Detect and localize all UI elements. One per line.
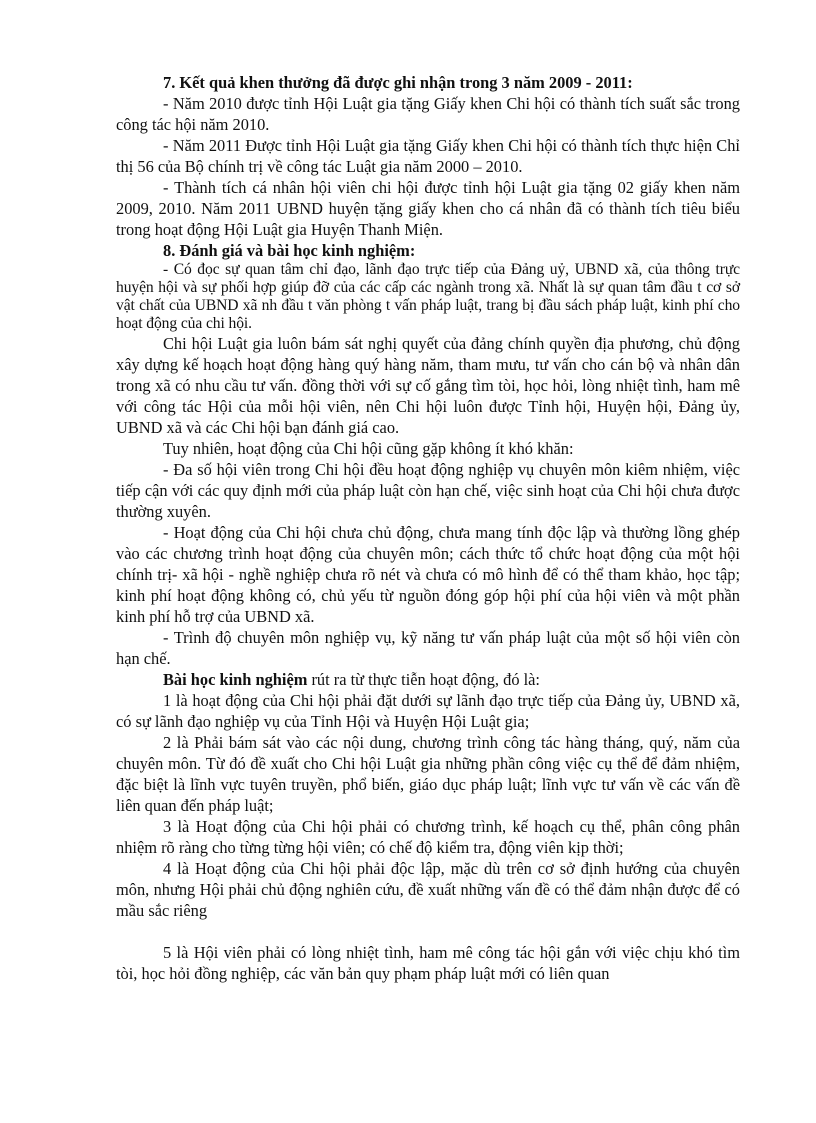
document-page: [116, 72, 740, 984]
difficulty-item-part-time: - Đa số hội viên trong Chi hội đều hoạt động nghiệp vụ chuyên môn kiêm nhiệm, việc tiếp cận với các quy định mới của pháp luật còn hạn chế, việc sinh hoạt của Chi hội chưa được thường xuyên.: [116, 460, 740, 521]
assessment-paragraph-support: - Có đọc sự quan tâm chỉ đạo, lãnh đạo trực tiếp của Đảng uỷ, UBND xã, của thông trực huyện hội và sự phối hợp giúp đỡ của các cấp các ngành trong xã. Nhất là sự quan tâm đầu t cơ sở vật chất của UBND xã nh đầu t văn phòng t vấn pháp luật, trang bị đầu sách pháp luật, kinh phí cho hoạt động của chi hội.: [116, 261, 740, 332]
difficulties-intro: Tuy nhiên, hoạt động của Chi hội cũng gặp không ít khó khăn:: [163, 439, 574, 458]
lesson-item-5: 5 là Hội viên phải có lòng nhiệt tình, ham mê công tác hội gắn với việc chịu khó tìm tòi, học hỏi đồng nghiệp, các văn bản quy phạm pháp luật mới có liên quan: [116, 943, 740, 983]
lessons-intro-text: rút ra từ thực tiễn hoạt động, đó là:: [307, 670, 540, 689]
lessons-intro: [116, 669, 740, 690]
paragraph-gap: [116, 921, 740, 942]
lesson-item-3: 3 là Hoạt động của Chi hội phải có chương trình, kế hoạch cụ thể, phân công phân nhiệm rõ ràng cho từng từng hội viên; có chế độ kiểm tra, động viên kịp thời;: [116, 817, 740, 857]
section-8-heading: 8. Đánh giá và bài học kinh nghiệm:: [163, 241, 416, 260]
section-7-heading: 7. Kết quả khen thưởng đã được ghi nhận trong 3 năm 2009 - 2011:: [163, 73, 633, 92]
award-item-2011: - Năm 2011 Được tỉnh Hội Luật gia tặng Giấy khen Chi hội có thành tích thực hiện Chỉ thị 56 của Bộ chính trị về công tác Luật gia năm 2000 – 2010.: [116, 136, 740, 176]
difficulty-item-not-proactive: - Hoạt động của Chi hội chưa chủ động, chưa mang tính độc lập và thường lồng ghép vào các chương trình hoạt động của chuyên môn; cách thức tổ chức hoạt động của một hội chính trị- xã hội - nghề nghiệp chưa rõ nét và chưa có mô hình để có thể tham khảo, học tập; kinh phí hoạt động không có, chủ yếu từ nguồn đóng góp hội phí của hội viên và một phần kinh phí hỗ trợ của UBND xã.: [116, 523, 740, 626]
lesson-item-1: 1 là hoạt động của Chi hội phải đặt dưới sự lãnh đạo trực tiếp của Đảng ủy, UBND xã, có sự lãnh đạo nghiệp vụ của Tỉnh Hội và Huyện Hội Luật gia;: [116, 691, 740, 731]
lesson-item-4: 4 là Hoạt động của Chi hội phải độc lập, mặc dù trên cơ sở định hướng của chuyên môn, nhưng Hội phải chủ động nghiên cứu, đề xuất những vấn đề có thể đảm nhận được để có mầu sắc riêng: [116, 859, 740, 920]
assessment-paragraph-activities: Chi hội Luật gia luôn bám sát nghị quyết của đảng chính quyền địa phương, chủ động xây dựng kế hoạch hoạt động hàng quý hàng năm, tham mưu, tư vấn cho cán bộ và nhân dân trong xã có nhu cầu tư vấn. đồng thời với sự cố gắng tìm tòi, học hỏi, lòng nhiệt tình, ham mê với công tác Hội của mỗi hội viên, nên Chi hội luôn được Tỉnh hội, Huyện hội, Đảng ủy, UBND xã và các Chi hội bạn đánh giá cao.: [116, 334, 740, 437]
difficulty-item-skills: - Trình độ chuyên môn nghiệp vụ, kỹ năng tư vấn pháp luật của một số hội viên còn hạn chế.: [116, 628, 740, 668]
award-item-2010: - Năm 2010 được tỉnh Hội Luật gia tặng Giấy khen Chi hội có thành tích suất sắc trong công tác hội năm 2010.: [116, 94, 740, 134]
lesson-item-2: 2 là Phải bám sát vào các nội dung, chương trình công tác hàng tháng, quý, năm của chuyên môn. Từ đó đề xuất cho Chi hội Luật gia những phần công việc cụ thể để đảm nhiệm, đặc biệt là lĩnh vực tuyên truyền, phổ biến, giáo dục pháp luật; lĩnh vực tư vấn về các vấn đề liên quan đến pháp luật;: [116, 733, 740, 815]
lessons-label: Bài học kinh nghiệm: [163, 670, 308, 689]
award-item-individual: - Thành tích cá nhân hội viên chi hội được tỉnh hội Luật gia tặng 02 giấy khen năm 2009, 2010. Năm 2011 UBND huyện tặng giấy khen cho cá nhân đã có thành tích tiêu biểu trong hoạt động Hội Luật gia Huyện Thanh Miện.: [116, 178, 740, 239]
